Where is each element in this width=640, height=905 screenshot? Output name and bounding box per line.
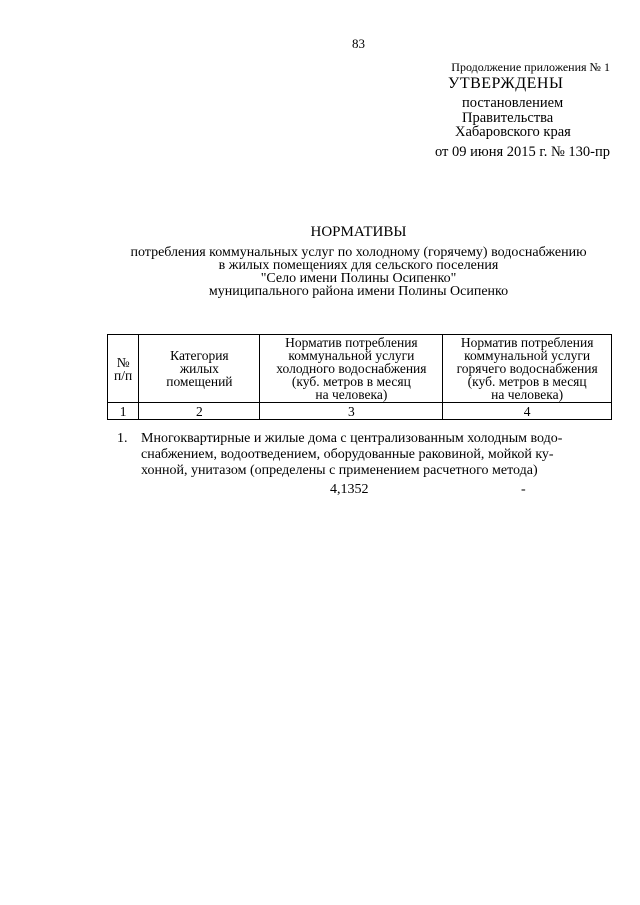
- header-text: Норматив потребления: [460, 335, 594, 350]
- header-number: [108, 335, 139, 403]
- header-text: помещений: [166, 374, 233, 389]
- header-hot-water: [443, 335, 612, 403]
- page-number: 83: [352, 36, 365, 51]
- header-text: п/п: [114, 367, 133, 383]
- header-text: коммунальной услуги: [288, 348, 415, 363]
- approved-stamp: УТВЕРЖДЕНЫ: [448, 75, 564, 92]
- header-text: (куб. метров в месяц: [467, 374, 587, 389]
- appendix-note: Продолжение приложения № 1: [451, 60, 610, 74]
- header-text: Норматив потребления: [285, 335, 418, 350]
- row-description-line: снабжением, водоотведением, оборудованные раковиной, мойкой ку-: [141, 447, 554, 462]
- column-number: 3: [260, 403, 443, 420]
- header-text: горячего водоснабжения: [456, 361, 598, 376]
- header-text: (куб. метров в месяц: [291, 374, 411, 389]
- subtitle-line-4: муниципального района имени Полины Осипенко: [208, 284, 509, 299]
- norms-table: [107, 334, 612, 420]
- header-text: на человека): [491, 387, 564, 402]
- header-text: на человека): [315, 387, 388, 402]
- ruling-line-3: Хабаровского края: [455, 124, 571, 140]
- table-header-row: [108, 335, 612, 403]
- row-description-line: Многоквартирные и жилые дома с централизованным холодным водо-: [141, 431, 563, 446]
- hot-water-value: -: [521, 482, 526, 497]
- ruling-line-2: Правительства: [462, 110, 554, 126]
- column-number: 1: [108, 403, 139, 420]
- cold-water-value: 4,1352: [330, 482, 369, 497]
- column-number-row: [108, 403, 612, 420]
- header-cold-water: [260, 335, 443, 403]
- subtitle-line-3: "Село имени Полины Осипенко": [260, 271, 457, 286]
- header-category: [139, 335, 260, 403]
- document-title: НОРМАТИВЫ: [310, 224, 407, 240]
- header-text: холодного водоснабжения: [276, 361, 427, 376]
- ruling-date: от 09 июня 2015 г. № 130-пр: [434, 144, 610, 160]
- subtitle-line-1: потребления коммунальных услуг по холодному (горячему) водоснабжению: [130, 245, 587, 260]
- column-number: 2: [139, 403, 260, 420]
- ruling-line-1: постановлением: [462, 95, 564, 111]
- row-description: [141, 431, 609, 479]
- header-text: жилых: [179, 361, 219, 376]
- subtitle-line-2: в жилых помещениях для сельского поселения: [218, 258, 499, 273]
- header-text: Категория: [170, 348, 229, 363]
- column-number: 4: [443, 403, 612, 420]
- header-text: №: [116, 354, 130, 370]
- row-description-line: хонной, унитазом (определены с применением расчетного метода): [141, 463, 538, 478]
- row-number: 1.: [117, 431, 128, 446]
- header-text: коммунальной услуги: [464, 348, 591, 363]
